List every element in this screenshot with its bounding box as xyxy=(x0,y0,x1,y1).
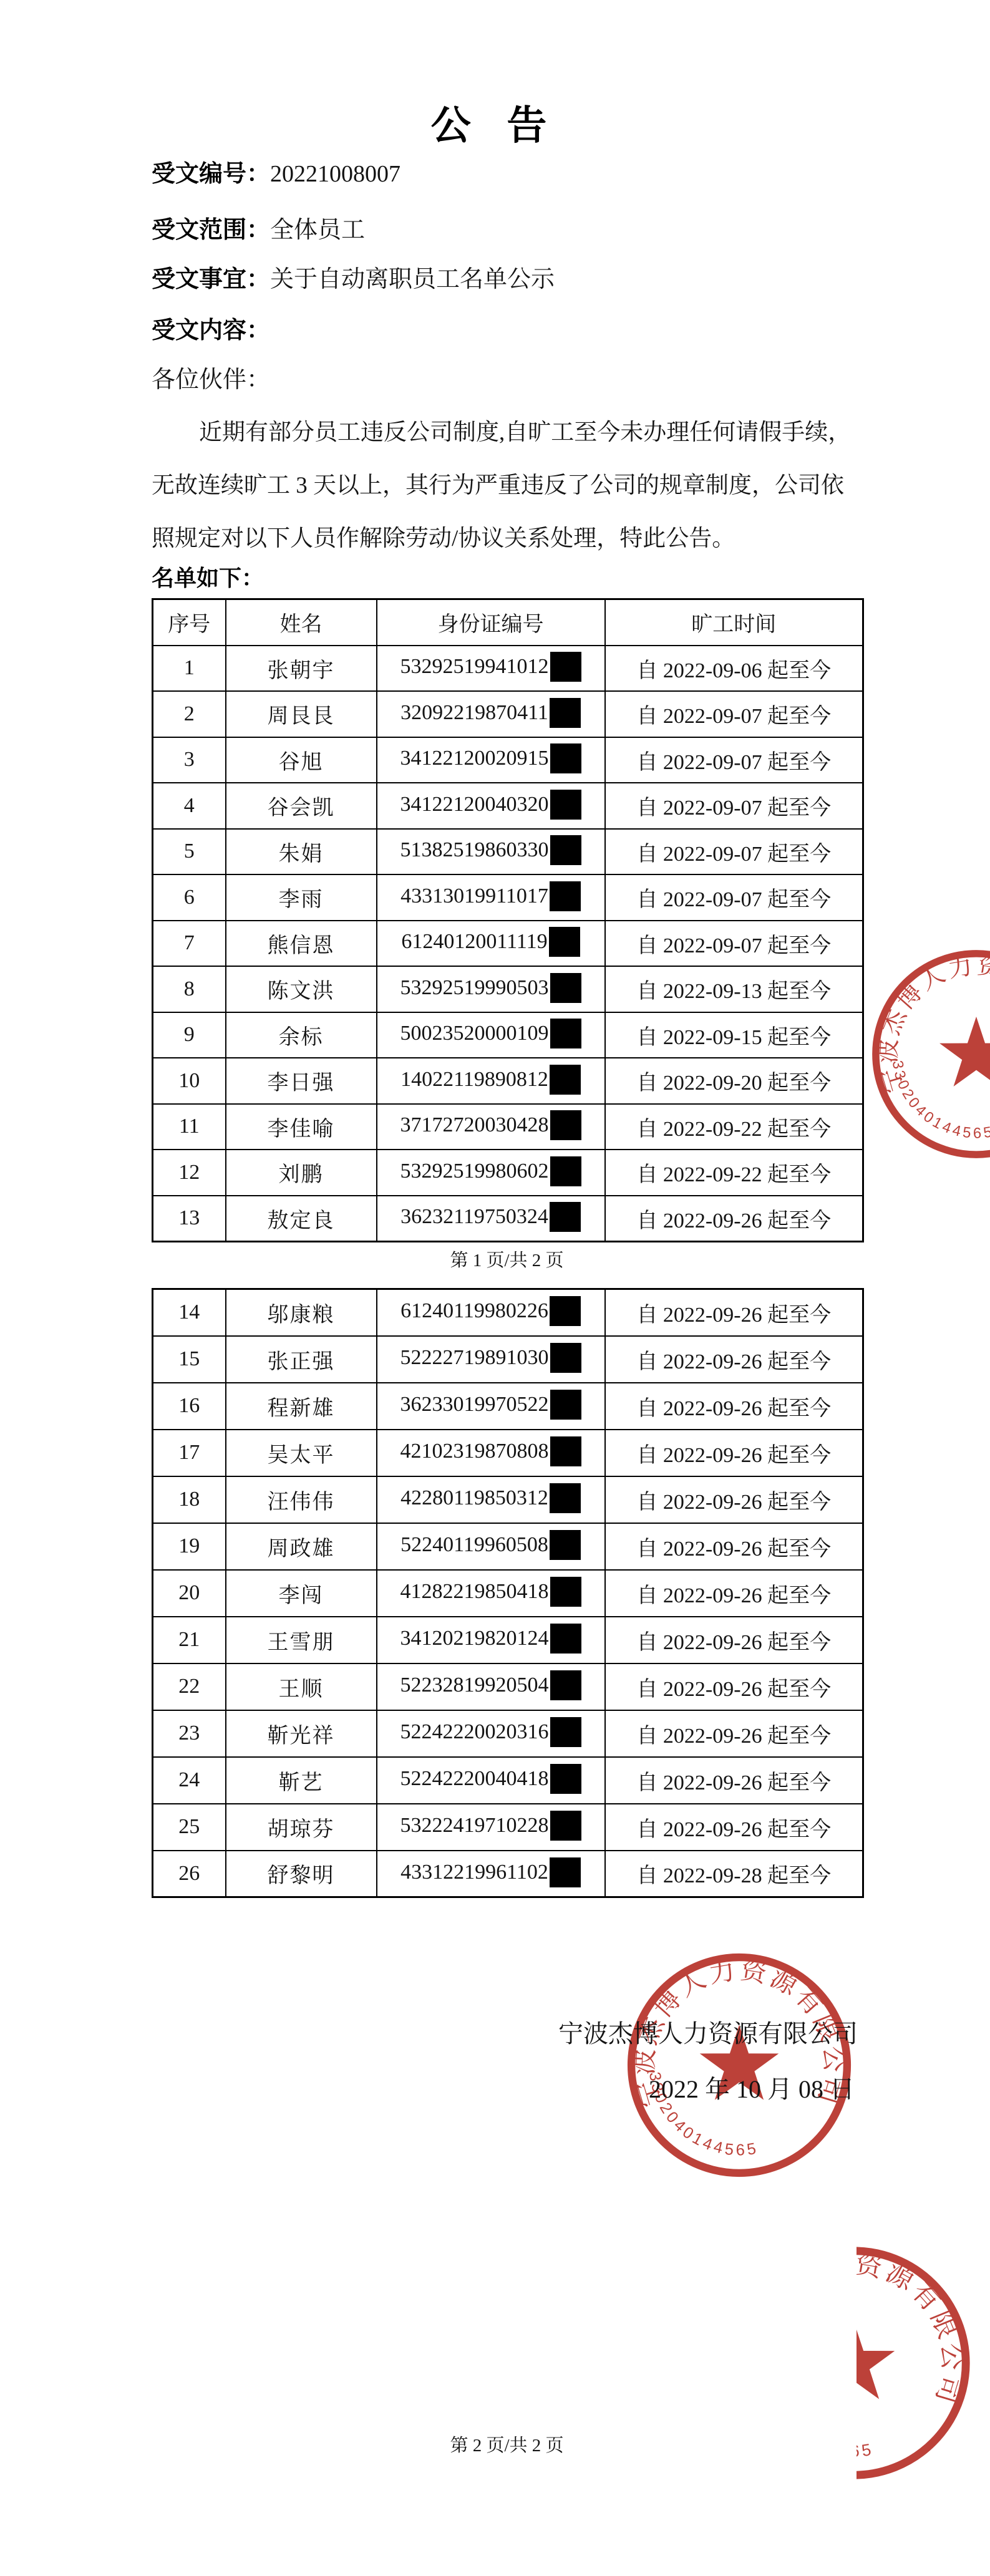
id-number-cell xyxy=(377,691,605,737)
id-number-cell xyxy=(377,646,605,692)
redaction-box xyxy=(550,835,581,865)
company-seal-stamp-bottom-clipped xyxy=(857,2233,990,2495)
absence-period-cell: 自 2022-09-07 起至今 xyxy=(605,783,863,829)
table-row xyxy=(153,1710,863,1757)
redaction-box xyxy=(550,1436,581,1466)
name-cell xyxy=(226,1617,377,1663)
name-cell xyxy=(226,1150,377,1196)
redaction-box xyxy=(550,1857,581,1887)
absence-period-cell: 自 2022-09-26 起至今 xyxy=(605,1804,863,1851)
absence-period-cell: 自 2022-09-28 起至今 xyxy=(605,1851,863,1897)
name-cell xyxy=(226,1476,377,1523)
employee-name: 刘鹏 xyxy=(278,1163,324,1187)
id-number-visible-digits: 43312219961102 xyxy=(400,1860,548,1884)
employee-name: 舒黎明 xyxy=(267,1864,335,1888)
employee-name: 李日强 xyxy=(267,1072,335,1095)
id-number-cell xyxy=(377,874,605,921)
name-cell xyxy=(226,1757,377,1804)
table-row xyxy=(153,1430,863,1476)
redaction-box xyxy=(550,1577,581,1607)
table-row xyxy=(153,1150,863,1196)
employee-name: 熊信恩 xyxy=(267,934,335,957)
id-number-visible-digits: 52232819920504 xyxy=(400,1673,549,1697)
absence-period-cell: 自 2022-09-26 起至今 xyxy=(605,1196,863,1242)
id-number-visible-digits: 34120219820124 xyxy=(400,1626,549,1650)
employee-name: 邬康粮 xyxy=(267,1303,335,1327)
id-number-cell xyxy=(377,966,605,1012)
employee-name: 李佳喻 xyxy=(267,1117,335,1141)
id-number-visible-digits: 41282219850418 xyxy=(400,1579,549,1603)
serial-number-cell: 3 xyxy=(153,737,226,783)
company-signature: 宁波杰博人力资源有限公司 xyxy=(558,2020,858,2048)
id-number-cell xyxy=(377,1430,605,1476)
name-cell xyxy=(226,691,377,737)
absence-period-cell: 自 2022-09-15 起至今 xyxy=(605,1012,863,1058)
id-number-visible-digits: 51382519860330 xyxy=(400,838,549,862)
employee-name: 靳艺 xyxy=(278,1771,324,1794)
absence-period-cell: 自 2022-09-22 起至今 xyxy=(605,1150,863,1196)
redaction-box xyxy=(550,1296,581,1326)
id-number-visible-digits: 14022119890812 xyxy=(400,1067,548,1091)
table-row xyxy=(153,966,863,1012)
name-cell xyxy=(226,1012,377,1058)
absence-period-cell: 自 2022-09-26 起至今 xyxy=(605,1663,863,1710)
table-row xyxy=(153,921,863,967)
id-number-cell xyxy=(377,737,605,783)
name-cell xyxy=(226,737,377,783)
serial-number-cell: 24 xyxy=(153,1757,226,1804)
absence-period-cell: 自 2022-09-07 起至今 xyxy=(605,874,863,921)
field-label: 受文内容： xyxy=(152,317,271,344)
table-header-row xyxy=(153,599,863,646)
id-number-visible-digits: 53292519941012 xyxy=(400,655,549,679)
absence-period-cell: 自 2022-09-26 起至今 xyxy=(605,1757,863,1804)
serial-number-cell: 12 xyxy=(153,1150,226,1196)
serial-number-cell: 1 xyxy=(153,646,226,692)
table-row xyxy=(153,691,863,737)
employee-name: 敖定良 xyxy=(267,1209,335,1232)
table-row xyxy=(153,1804,863,1851)
redaction-box xyxy=(550,1156,581,1186)
table-row xyxy=(153,1523,863,1570)
id-number-visible-digits: 61240120011119 xyxy=(401,930,548,954)
field-label: 受文范围： xyxy=(152,217,271,243)
id-number-visible-digits: 36232119750324 xyxy=(400,1204,548,1228)
id-number-visible-digits: 52240119960508 xyxy=(400,1533,548,1556)
absence-period-cell: 自 2022-09-26 起至今 xyxy=(605,1476,863,1523)
serial-number-cell: 19 xyxy=(153,1523,226,1570)
employee-name: 张正强 xyxy=(267,1350,335,1373)
employee-name: 陈文洪 xyxy=(267,980,335,1004)
absence-period-cell: 自 2022-09-26 起至今 xyxy=(605,1523,863,1570)
id-number-visible-digits: 53222419710228 xyxy=(400,1813,549,1837)
id-number-cell xyxy=(377,1570,605,1617)
name-cell xyxy=(226,783,377,829)
name-cell xyxy=(226,1383,377,1430)
paragraph-line: 近期有部分员工违反公司制度,自旷工至今未办理任何请假手续， xyxy=(199,420,852,445)
page1-footer: 第 1 页/共 2 页 xyxy=(450,1251,564,1271)
redaction-box xyxy=(550,1065,581,1095)
redaction-box xyxy=(550,743,581,773)
redaction-box xyxy=(550,1483,581,1513)
id-number-cell xyxy=(377,921,605,967)
header-cell-absence-time: 旷工时间 xyxy=(605,599,863,646)
employee-name: 王雪朋 xyxy=(267,1630,335,1654)
employee-name: 谷会凯 xyxy=(267,797,335,820)
absence-period-cell: 自 2022-09-07 起至今 xyxy=(605,829,863,875)
name-cell xyxy=(226,874,377,921)
absence-period-cell: 自 2022-09-26 起至今 xyxy=(605,1710,863,1757)
serial-number-cell: 26 xyxy=(153,1851,226,1897)
id-number-cell xyxy=(377,1476,605,1523)
absence-period-cell: 自 2022-09-07 起至今 xyxy=(605,737,863,783)
id-number-cell xyxy=(377,1710,605,1757)
id-number-cell xyxy=(377,1523,605,1570)
redaction-box xyxy=(550,1343,581,1373)
name-cell xyxy=(226,1710,377,1757)
name-cell xyxy=(226,921,377,967)
table-row xyxy=(153,1104,863,1150)
id-number-visible-digits: 36233019970522 xyxy=(400,1392,549,1416)
serial-number-cell: 17 xyxy=(153,1430,226,1476)
serial-number-cell: 23 xyxy=(153,1710,226,1757)
redaction-box xyxy=(550,1530,581,1560)
table-row xyxy=(153,829,863,875)
employee-name: 李闯 xyxy=(278,1584,324,1607)
table-row xyxy=(153,646,863,692)
serial-number-cell: 8 xyxy=(153,966,226,1012)
name-cell xyxy=(226,1289,377,1336)
serial-number-cell: 18 xyxy=(153,1476,226,1523)
name-cell xyxy=(226,1058,377,1104)
redaction-box xyxy=(550,1110,581,1140)
id-number-visible-digits: 43313019911017 xyxy=(400,884,548,908)
redaction-box xyxy=(550,881,581,911)
id-number-cell xyxy=(377,1012,605,1058)
redaction-box xyxy=(549,927,580,957)
table-row xyxy=(153,1757,863,1804)
id-number-cell xyxy=(377,1617,605,1663)
redaction-box xyxy=(550,1717,581,1747)
redaction-box xyxy=(550,1811,581,1841)
name-cell xyxy=(226,1851,377,1897)
absence-period-cell: 自 2022-09-26 起至今 xyxy=(605,1383,863,1430)
absence-period-cell: 自 2022-09-13 起至今 xyxy=(605,966,863,1012)
absence-period-cell: 自 2022-09-22 起至今 xyxy=(605,1104,863,1150)
paragraph-line: 无故连续旷工 3 天以上，其行为严重违反了公司的规章制度，公司依 xyxy=(152,473,844,498)
employee-name: 汪伟伟 xyxy=(267,1490,335,1514)
absence-period-cell: 自 2022-09-07 起至今 xyxy=(605,691,863,737)
page-title: 公 告 xyxy=(430,103,560,148)
redaction-box xyxy=(550,1202,581,1232)
employee-name: 李雨 xyxy=(278,888,324,912)
employee-name: 周艮艮 xyxy=(267,705,335,729)
serial-number-cell: 11 xyxy=(153,1104,226,1150)
redaction-box xyxy=(550,973,581,1003)
id-number-cell xyxy=(377,1058,605,1104)
id-number-visible-digits: 52242220020316 xyxy=(400,1720,549,1743)
serial-number-cell: 22 xyxy=(153,1663,226,1710)
employee-name: 靳光祥 xyxy=(267,1724,335,1748)
redaction-box xyxy=(550,1390,581,1420)
field-row-scope xyxy=(152,210,365,245)
name-cell xyxy=(226,966,377,1012)
table-row xyxy=(153,783,863,829)
serial-number-cell: 25 xyxy=(153,1804,226,1851)
id-number-cell xyxy=(377,1663,605,1710)
field-label: 受文编号： xyxy=(152,161,271,187)
serial-number-cell: 4 xyxy=(153,783,226,829)
id-number-visible-digits: 37172720030428 xyxy=(400,1113,549,1137)
redaction-box xyxy=(550,1019,581,1048)
table-row xyxy=(153,1851,863,1897)
field-value: 关于自动离职员工名单公示 xyxy=(270,266,555,293)
serial-number-cell: 20 xyxy=(153,1570,226,1617)
field-label: 受文事宜： xyxy=(152,266,271,293)
absence-period-cell: 自 2022-09-20 起至今 xyxy=(605,1058,863,1104)
absence-period-cell: 自 2022-09-26 起至今 xyxy=(605,1336,863,1383)
field-row-doc-number xyxy=(152,154,400,188)
employee-name: 程新雄 xyxy=(267,1397,335,1420)
table-row xyxy=(153,1570,863,1617)
id-number-cell xyxy=(377,1196,605,1242)
name-cell xyxy=(226,1804,377,1851)
id-number-visible-digits: 32092219870411 xyxy=(400,700,548,724)
id-number-visible-digits: 53292519990503 xyxy=(400,976,549,999)
serial-number-cell: 16 xyxy=(153,1383,226,1430)
name-cell xyxy=(226,1196,377,1242)
name-cell xyxy=(226,1104,377,1150)
table-row xyxy=(153,1289,863,1336)
table-row xyxy=(153,1196,863,1242)
employee-name: 张朝宇 xyxy=(267,659,335,682)
id-number-cell xyxy=(377,1336,605,1383)
id-number-cell xyxy=(377,1757,605,1804)
redaction-box xyxy=(550,652,581,682)
employee-name: 王顺 xyxy=(278,1677,324,1701)
company-seal-stamp-page1-edge xyxy=(866,944,990,1165)
serial-number-cell: 15 xyxy=(153,1336,226,1383)
table-row xyxy=(153,1012,863,1058)
absence-period-cell: 自 2022-09-07 起至今 xyxy=(605,921,863,967)
serial-number-cell: 21 xyxy=(153,1617,226,1663)
serial-number-cell: 10 xyxy=(153,1058,226,1104)
id-number-cell xyxy=(377,1150,605,1196)
roster-table-page1 xyxy=(152,598,864,1242)
table-row xyxy=(153,737,863,783)
serial-number-cell: 6 xyxy=(153,874,226,921)
header-cell-name: 姓名 xyxy=(226,599,377,646)
page2-footer: 第 2 页/共 2 页 xyxy=(450,2436,564,2456)
id-number-cell xyxy=(377,1383,605,1430)
table-row xyxy=(153,1476,863,1523)
id-number-visible-digits: 61240119980226 xyxy=(400,1299,548,1323)
id-number-cell xyxy=(377,1104,605,1150)
employee-name: 朱娟 xyxy=(278,842,324,866)
name-cell xyxy=(226,829,377,875)
id-number-visible-digits: 52242220040418 xyxy=(400,1766,549,1790)
id-number-visible-digits: 42280119850312 xyxy=(400,1486,548,1509)
redaction-box xyxy=(550,1764,581,1794)
id-number-cell xyxy=(377,1289,605,1336)
list-intro: 名单如下： xyxy=(152,565,264,591)
roster-table-page2 xyxy=(152,1288,864,1898)
field-value: 20221008007 xyxy=(270,161,401,187)
name-cell xyxy=(226,1663,377,1710)
id-number-visible-digits: 34122120040320 xyxy=(400,792,549,816)
serial-number-cell: 9 xyxy=(153,1012,226,1058)
name-cell xyxy=(226,1430,377,1476)
redaction-box xyxy=(550,698,581,728)
employee-name: 周政雄 xyxy=(267,1537,335,1561)
name-cell xyxy=(226,1523,377,1570)
signature-date: 2022 年 10 月 08 日 xyxy=(649,2075,855,2103)
name-cell xyxy=(226,646,377,692)
redaction-box xyxy=(550,790,581,820)
field-row-subject xyxy=(152,259,555,294)
table-row xyxy=(153,1617,863,1663)
employee-name: 胡琼芬 xyxy=(267,1818,335,1841)
employee-name: 余标 xyxy=(278,1025,324,1049)
company-seal-stamp-bottom xyxy=(857,2240,977,2486)
serial-number-cell: 5 xyxy=(153,829,226,875)
absence-period-cell: 自 2022-09-26 起至今 xyxy=(605,1617,863,1663)
table-row xyxy=(153,1336,863,1383)
serial-number-cell: 7 xyxy=(153,921,226,967)
id-number-visible-digits: 52222719891030 xyxy=(400,1345,549,1369)
absence-period-cell: 自 2022-09-06 起至今 xyxy=(605,646,863,692)
id-number-visible-digits: 42102319870808 xyxy=(400,1439,549,1463)
table-row xyxy=(153,874,863,921)
id-number-cell xyxy=(377,783,605,829)
serial-number-cell: 13 xyxy=(153,1196,226,1242)
name-cell xyxy=(226,1570,377,1617)
table-row xyxy=(153,1663,863,1710)
absence-period-cell: 自 2022-09-26 起至今 xyxy=(605,1430,863,1476)
paragraph-line: 照规定对以下人员作解除劳动/协议关系处理，特此公告。 xyxy=(152,526,735,551)
header-cell-id-number: 身份证编号 xyxy=(377,599,605,646)
table-row xyxy=(153,1383,863,1430)
name-cell xyxy=(226,1336,377,1383)
table-row xyxy=(153,1058,863,1104)
id-number-visible-digits: 53292519980602 xyxy=(400,1159,549,1183)
redaction-box xyxy=(550,1624,581,1654)
serial-number-cell: 14 xyxy=(153,1289,226,1336)
id-number-cell xyxy=(377,1851,605,1897)
redaction-box xyxy=(550,1670,581,1700)
employee-name: 谷旭 xyxy=(278,750,324,774)
field-row-content xyxy=(152,311,270,345)
absence-period-cell: 自 2022-09-26 起至今 xyxy=(605,1289,863,1336)
id-number-visible-digits: 34122120020915 xyxy=(400,747,549,770)
field-value: 全体员工 xyxy=(270,217,366,243)
id-number-cell xyxy=(377,829,605,875)
id-number-visible-digits: 50023520000109 xyxy=(400,1022,549,1045)
id-number-cell xyxy=(377,1804,605,1851)
header-cell-serial: 序号 xyxy=(153,599,226,646)
absence-period-cell: 自 2022-09-26 起至今 xyxy=(605,1570,863,1617)
company-seal-stamp-main xyxy=(621,1947,858,2184)
serial-number-cell: 2 xyxy=(153,691,226,737)
salutation: 各位伙伴： xyxy=(152,367,271,393)
employee-name: 吴太平 xyxy=(267,1443,335,1467)
